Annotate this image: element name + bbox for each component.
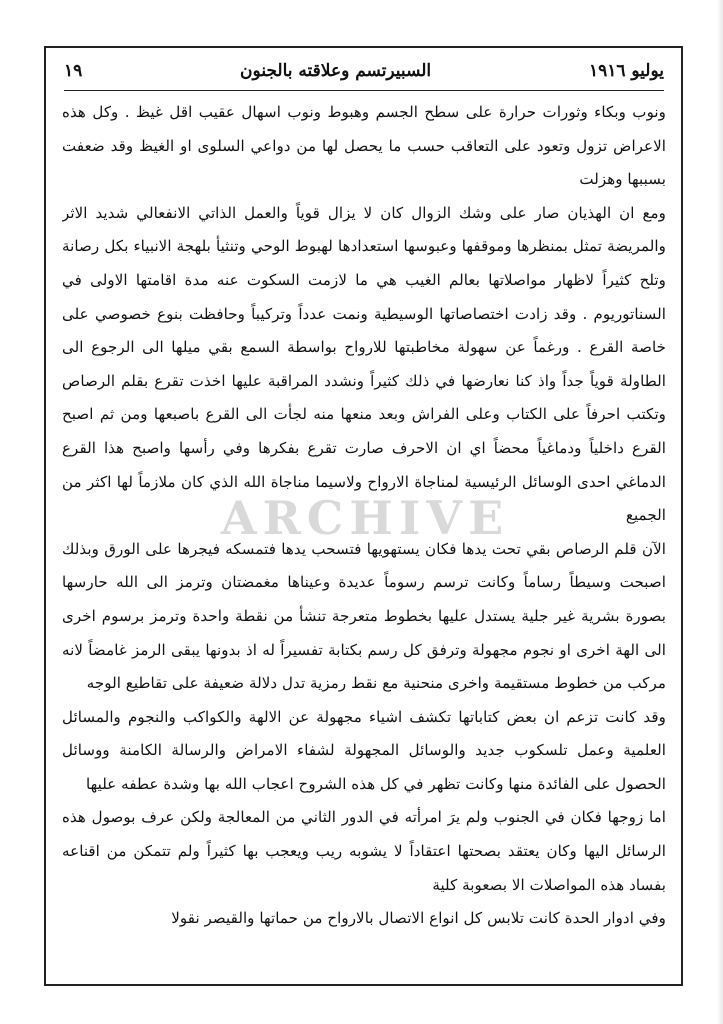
paragraph-1: ونوب وبكاء وثورات حرارة على سطح الجسم وهبوط ونوب اسهال عقيب اقل غيظ . وكل هذه الاعراض تزول وتعود على التعاقب حسب ما يحصل لها من دواعي السلوى او الغيظ وقد ضعفت بسببها وهزلت [62,103,666,189]
watermark-text: ARCHIVE [220,491,510,545]
paragraph-2: ومع ان الهذيان صار على وشك الزوال كان لا يزال قوياً والعمل الذاتي الانفعالي شديد الاثر والمريضة تمثل بمنظرها وموقفها وعبوسها استعدادها لهبوط الوحي وتنثيأ بلهجة الانبياء بكل رصانة وتلح كثيراً لاظهار مواصلاتها بعالم الغيب هي ما لازمت السكوت عنه مدة اقامتها الاولى في السناتوريوم . وقد زادت اختصاصاتها الوسيطية ونمت عدداً وتركيباً وحافظت بنوع خصوصي على خاصة القرع . ورغماً عن سهولة مخاطبتها للارواح بواسطة السمع بقي ميلها الى الرجوع الى الطاولة قوياً جداً واذ كنا نعارضها في ذلك كثيراً ونشدد المراقبة عليها اخذت تقرع بقلم الرصاص وتكتب احرفاً على الكتاب وعلى الفراش وبعد منعها منه لجأت الى القرع باصبعها ومن ثم اصبح القرع داخلياً ودماغياً محضاً اي ان الاحرف صارت تقرع بفكرها وفي رأسها واصبح هذا القرع الدماغي احدى الوسائل الرئيسية لمناجاة الارواح ولاسيما مناجاة الله الذي كان ملازماً لها اكثر من الجميع [62,203,666,525]
paragraph-3: الآن قلم الرصاص بقي تحت يدها فكان يستهويها فتسحب يدها فتمسكه فيجرها على الورق وبذلك اصبحت وسيطاً رساماً وكانت ترسم رسوماً عديدة وعيناها مغمضتان وترمز الى الله حارسها بصورة بشرية غير جلية يستدل عليها بخطوط متعرجة تنشأ من نقطة واحدة وترمز برسوم اخرى الى الهة اخرى او نجوم مجهولة وترفق كل رسم بكتابة تفسيراً له اذ بدونها يبقى الرمز غامضاً لانه مركب من خطوط مستقيمة واخرى منحنية مع نقط رمزية تدل دلالة ضعيفة على تقاطيع الوجه [62,539,666,693]
paragraph-5: اما زوجها فكان في الجنوب ولم يرَ امرأته في الدور الثاني من المعالجة ولكن عرف بوصول هذه الرسائل اليها وكان يعتقد بصحتها اعتقاداً لا يشوبه ريب ويعجب بها كثيراً ولم تتمكن من اقناعه بفساد هذه المواصلات الا بصعوبة كلية [62,808,666,894]
scan-edge-shadow [717,0,723,1024]
page-number: ١٩ [64,61,83,81]
header-title: السبيرتسم وعلاقته بالجنون [240,61,432,81]
header-date: يوليو ١٩١٦ [588,61,664,81]
paragraph-6: وفي ادوار الحدة كانت تلابس كل انواع الاتصال بالارواح من حماتها والقيصر نقولا [171,909,666,928]
article-body [62,96,666,976]
paragraph-4: وقد كانت تزعم ان بعض كتاباتها تكشف اشياء مجهولة عن الالهة والكواكب والنجوم والمسائل العلمية وعمل تلسكوب جديد والوسائل المجهولة لشفاء الامراض والرسالة الكامنة ووسائل الحصول على الفائدة منها وكانت تظهر في كل هذه الشروح اعجاب الله بها وشدة عطفه عليها [62,707,666,793]
running-header [64,56,664,91]
